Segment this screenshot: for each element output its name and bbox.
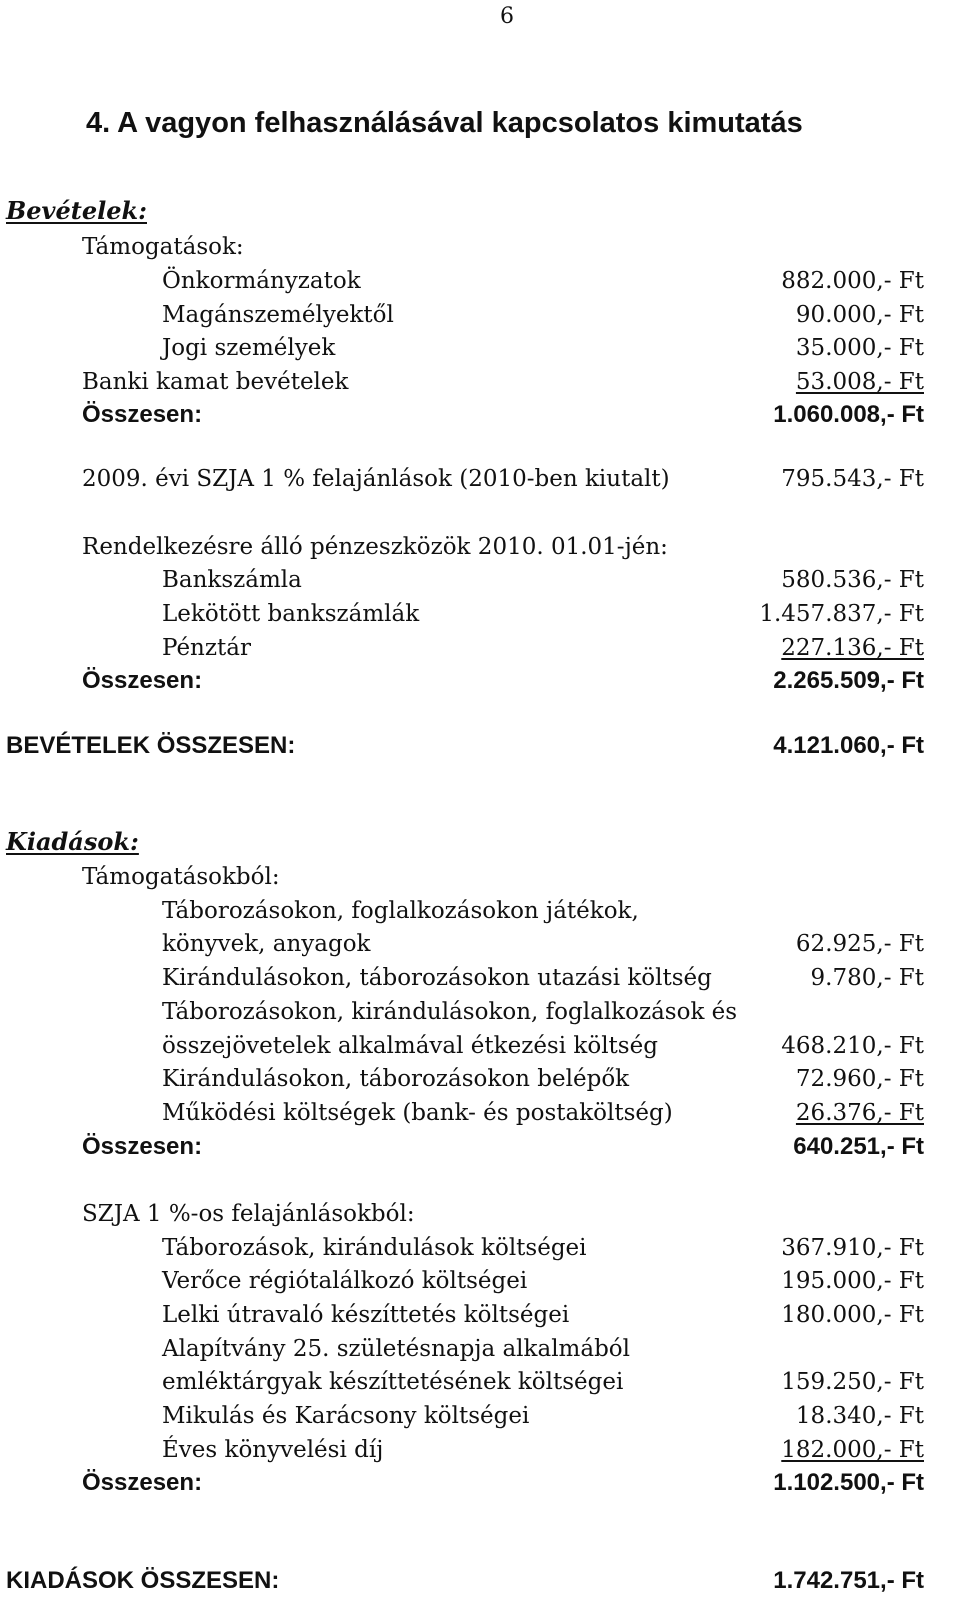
funds-item-label: Lekötött bankszámlák bbox=[162, 601, 420, 627]
szja-income-amount: 795.543,- Ft bbox=[781, 466, 924, 492]
revenue-support-label: Támogatások: bbox=[82, 234, 244, 260]
szja-expense-label: Táborozások, kirándulások költségei bbox=[162, 1235, 587, 1261]
szja-income-label: 2009. évi SZJA 1 % felajánlások (2010-ben kiutalt) bbox=[82, 466, 670, 492]
revenue-grand-total-label: BEVÉTELEK ÖSSZESEN: bbox=[6, 732, 296, 759]
expenses-grand-total-amount: 1.742.751,- Ft bbox=[773, 1567, 924, 1594]
szja-expense-label: Lelki útravaló készíttetés költségei bbox=[162, 1302, 570, 1328]
expenses-heading: Kiadások: bbox=[6, 827, 139, 856]
expense-item-label: összejövetelek alkalmával étkezési költség bbox=[162, 1033, 658, 1059]
funds-total-amount: 2.265.509,- Ft bbox=[773, 667, 924, 694]
revenue-item-amount: 882.000,- Ft bbox=[781, 268, 924, 294]
revenue-heading: Bevételek: bbox=[6, 196, 147, 225]
expenses-szja-total-label: Összesen: bbox=[82, 1469, 203, 1496]
expenses-support-label: Támogatásokból: bbox=[82, 864, 280, 890]
funds-label: Rendelkezésre álló pénzeszközök 2010. 01.01-jén: bbox=[82, 534, 668, 560]
expense-item-amount: 9.780,- Ft bbox=[810, 965, 924, 991]
expense-item-label: könyvek, anyagok bbox=[162, 931, 371, 957]
revenue-item-amount: 35.000,- Ft bbox=[795, 335, 924, 361]
revenue-item-label: Önkormányzatok bbox=[162, 268, 361, 294]
szja-expense-label: Alapítvány 25. születésnapja alkalmából bbox=[162, 1336, 630, 1362]
expenses-support-total-label: Összesen: bbox=[82, 1133, 203, 1160]
szja-expense-amount: 180.000,- Ft bbox=[781, 1302, 924, 1328]
szja-expense-amount: 159.250,- Ft bbox=[781, 1369, 924, 1395]
szja-expense-amount: 195.000,- Ft bbox=[781, 1268, 924, 1294]
expense-item-amount: 62.925,- Ft bbox=[795, 931, 924, 957]
page-title: 4. A vagyon felhasználásával kapcsolatos kimutatás bbox=[86, 107, 803, 139]
revenue-subtotal-amount: 1.060.008,- Ft bbox=[773, 401, 924, 428]
szja-expense-label: Éves könyvelési díj bbox=[162, 1437, 384, 1463]
expense-item-label: Táborozásokon, foglalkozásokon játékok, bbox=[162, 898, 639, 924]
revenue-item-amount: 53.008,- Ft bbox=[795, 369, 924, 395]
expense-item-amount: 72.960,- Ft bbox=[795, 1066, 924, 1092]
revenue-grand-total-amount: 4.121.060,- Ft bbox=[773, 732, 924, 759]
szja-expense-amount: 367.910,- Ft bbox=[781, 1235, 924, 1261]
revenue-item-label: Banki kamat bevételek bbox=[82, 369, 349, 395]
expenses-szja-total-amount: 1.102.500,- Ft bbox=[773, 1469, 924, 1496]
expense-item-label: Kirándulásokon, táborozásokon utazási költség bbox=[162, 965, 712, 991]
funds-item-label: Bankszámla bbox=[162, 567, 302, 593]
expense-item-amount: 26.376,- Ft bbox=[795, 1100, 924, 1126]
szja-expense-amount: 18.340,- Ft bbox=[795, 1403, 924, 1429]
funds-item-label: Pénztár bbox=[162, 635, 251, 661]
page-number: 6 bbox=[500, 4, 514, 29]
szja-expense-label: Mikulás és Karácsony költségei bbox=[162, 1403, 530, 1429]
funds-item-amount: 227.136,- Ft bbox=[781, 635, 924, 661]
expenses-grand-total-label: KIADÁSOK ÖSSZESEN: bbox=[6, 1567, 280, 1594]
funds-total-label: Összesen: bbox=[82, 667, 203, 694]
expense-item-label: Táborozásokon, kirándulásokon, foglalkozások és bbox=[162, 999, 738, 1025]
expense-item-label: Működési költségek (bank- és postaköltség) bbox=[162, 1100, 673, 1126]
expenses-szja-label: SZJA 1 %-os felajánlásokból: bbox=[82, 1201, 415, 1227]
expense-item-label: Kirándulásokon, táborozásokon belépők bbox=[162, 1066, 630, 1092]
szja-expense-amount: 182.000,- Ft bbox=[781, 1437, 924, 1463]
funds-item-amount: 580.536,- Ft bbox=[781, 567, 924, 593]
szja-expense-label: emléktárgyak készíttetésének költségei bbox=[162, 1369, 624, 1395]
funds-item-amount: 1.457.837,- Ft bbox=[759, 601, 924, 627]
revenue-item-label: Magánszemélyektől bbox=[162, 302, 394, 328]
revenue-item-amount: 90.000,- Ft bbox=[795, 302, 924, 328]
revenue-item-label: Jogi személyek bbox=[162, 335, 336, 361]
expenses-support-total-amount: 640.251,- Ft bbox=[793, 1133, 924, 1160]
szja-expense-label: Verőce régiótalálkozó költségei bbox=[162, 1268, 528, 1294]
revenue-subtotal-label: Összesen: bbox=[82, 401, 203, 428]
expense-item-amount: 468.210,- Ft bbox=[781, 1033, 924, 1059]
